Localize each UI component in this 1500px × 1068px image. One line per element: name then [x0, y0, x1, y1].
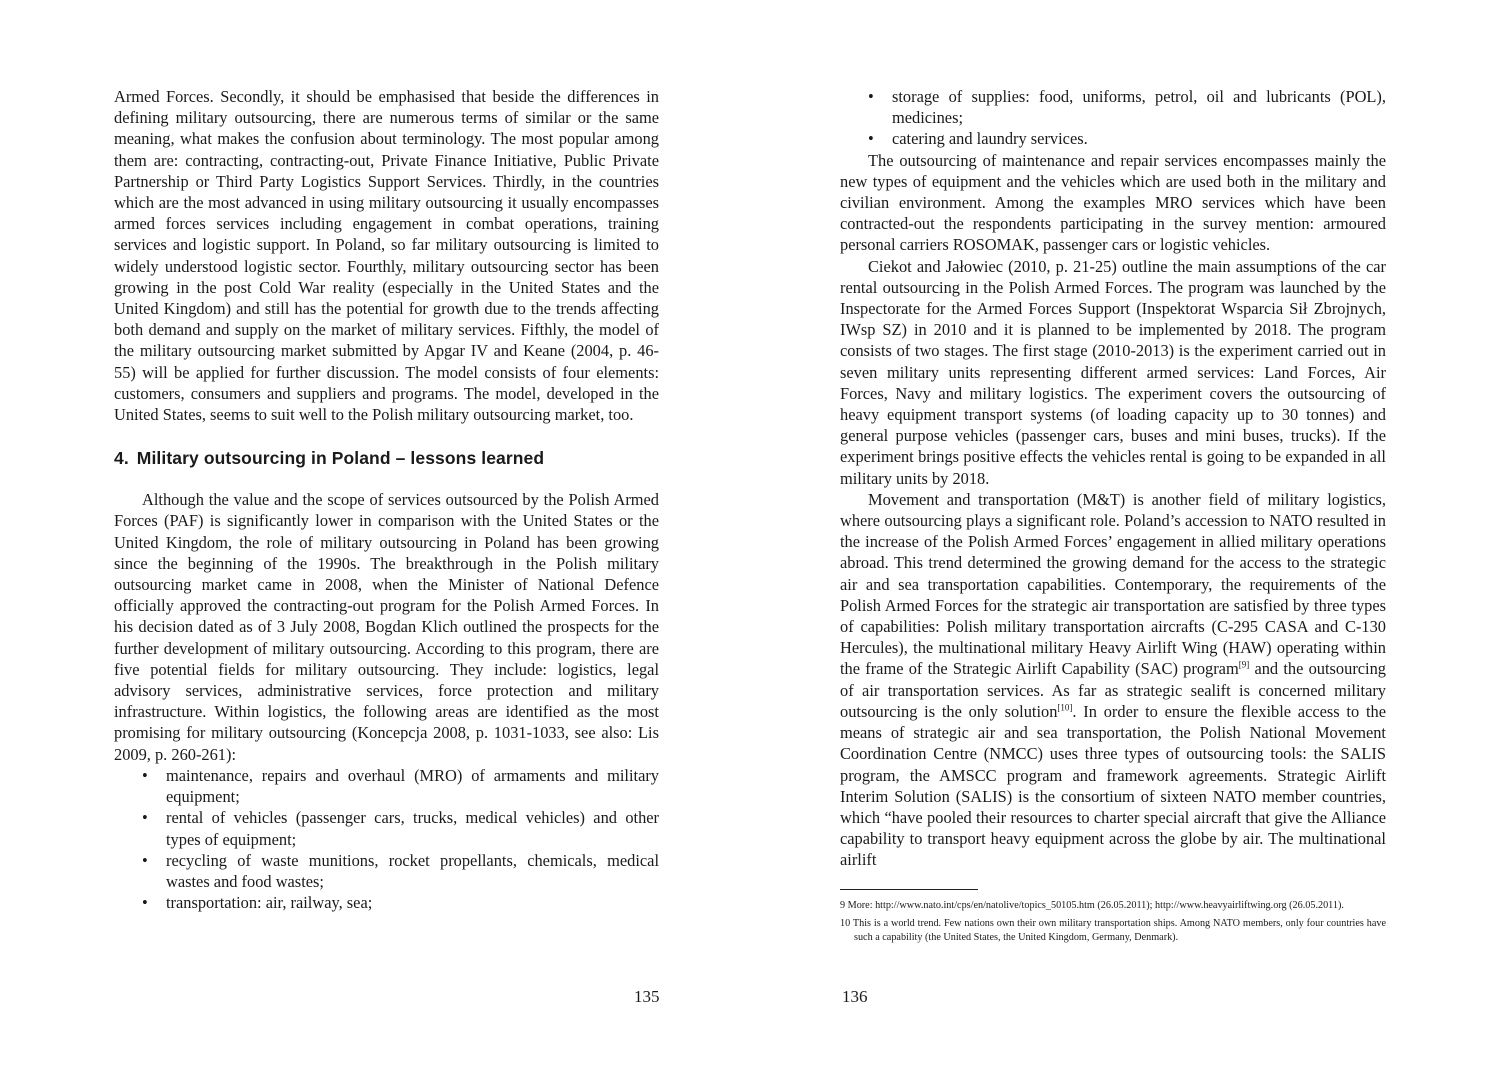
left-page-body — [114, 86, 659, 913]
list-item — [114, 850, 659, 892]
list-item-text: recycling of waste munitions, rocket propellants, chemicals, medical wastes and food wastes; — [166, 850, 659, 891]
list-item-text: catering and laundry services. — [892, 129, 1088, 149]
footnote-divider — [840, 889, 978, 890]
footnote-reference-10[interactable]: [10] — [1057, 702, 1073, 713]
list-item-text: storage of supplies: food, uniforms, petrol, oil and lubricants (POL), medicines; — [892, 87, 1386, 128]
bullet-icon: • — [142, 893, 148, 913]
right-paragraph-car-rental: Ciekot and Jałowiec (2010, p. 21-25) outline the main assumptions of the car rental outsourcing in the Polish Armed Forces. The program was launched by the Inspectorate for the Armed Forces Support (Inspektorat Wsparcia Sił Zbrojnych, IWsp SZ) in 2010 and it is planned to be implemented by 2018. The program consists of two stages. The first stage (2010-2013) is the experiment carried out in seven military units representing different armed services: Land Forces, Air Forces, Navy and military logistics. The experiment covers the outsourcing of heavy equipment transport systems (of loading capacity up to 30 tonnes) and general purpose vehicles (passenger cars, buses and mini buses, trucks). If the experiment brings positive effects the vehicles rental is going to be expanded in all military units by 2018. — [840, 256, 1386, 488]
list-item — [114, 765, 659, 807]
right-page — [750, 0, 1500, 1068]
movement-text-part-1: Movement and transportation (M&T) is another field of military logistics, where outsourcing plays a significant role. Poland’s accession to NATO resulted in the increase of the Polish Armed Forces’ engagement in allied military operations abroad. This trend determined the growing demand for the access to the strategic air and sea transportation capabilities. Contemporary, the requirements of the Polish Armed Forces for the strategic air transportation are satisfied by three types of capabilities: Polish military transportation aircrafts (C-295 CASA and C-130 Hercules), the multinational military Heavy Airlift Wing (HAW) operating within the frame of the Strategic Airlift Capability (SAC) program — [840, 489, 1386, 679]
list-item — [114, 807, 659, 849]
section-heading-text: Military outsourcing in Poland – lessons learned — [136, 448, 545, 469]
list-item — [840, 86, 1386, 128]
list-item-text: transportation: air, railway, sea; — [166, 893, 373, 913]
list-item — [840, 128, 1386, 149]
list-item — [114, 892, 659, 913]
bullet-icon: • — [142, 850, 148, 870]
footnotes — [840, 899, 1386, 949]
bullet-icon: • — [142, 808, 148, 828]
right-page-body — [840, 86, 1386, 871]
bullet-icon: • — [868, 87, 874, 106]
page-number-left: 135 — [634, 987, 660, 1006]
section-heading — [114, 447, 659, 469]
right-bullet-list — [840, 86, 1386, 150]
list-item-text: maintenance, repairs and overhaul (MRO) of armaments and military equipment; — [166, 765, 659, 807]
footnote-9: 9 More: http://www.nato.int/cps/en/natolive/topics_50105.htm (26.05.2011); http://www.heavyairliftwing.org (26.05.2011). — [840, 900, 1344, 911]
left-paragraph-intro: Although the value and the scope of services outsourced by the Polish Armed Forces (PAF) is significantly lower in comparison with the United States or the United Kingdom, the role of military outsourcing in Poland has been growing since the beginning of the 1990s. The breakthrough in the Polish military outsourcing market came in 2008, when the Minister of National Defence officially approved the contracting-out program for the Polish Armed Forces. In his decision dated as of 3 July 2008, Bogdan Klich outlined the prospects for the further development of military outsourcing. According to this program, there are five potential fields for military outsourcing. They include: logistics, legal advisory services, administrative services, force protection and military infrastructure. Within logistics, the following areas are identified as the most promising for military outsourcing (Koncepcja 2008, p. 1031-1033, see also: Lis 2009, p. 260-261): — [114, 490, 659, 764]
movement-text-part-3: . In order to ensure the flexible access to the means of strategic air and sea transportation, the Polish National Movement Coordination Centre (NMCC) uses three types of outsourcing tools: the SALIS program, the AMSCC program and framework agreements. Strategic Airlift Interim Solution (SALIS) is the consortium of sixteen NATO member countries, which “have pooled their resources to charter special aircraft that give the Alliance capability to transport heavy equipment across the globe by air. The multinational airlift — [840, 701, 1386, 870]
movement-text-part-2: and the outsourcing of air transportation services. As far as strategic sealift is concerned military outsourcing is the only solution — [840, 659, 1386, 721]
list-item-text: rental of vehicles (passenger cars, trucks, medical vehicles) and other types of equipment; — [166, 808, 659, 849]
bullet-icon: • — [868, 129, 874, 149]
section-heading-number: 4. — [114, 448, 129, 469]
bullet-icon: • — [142, 765, 148, 785]
left-bullet-list — [114, 765, 659, 913]
right-paragraph-mro: The outsourcing of maintenance and repair services encompasses mainly the new types of equipment and the vehicles which are used both in the military and civilian environment. Among the examples MRO services which have been contracted-out the respondents participating in the survey mention: armoured personal carriers ROSOMAK, passenger cars or logistic vehicles. — [840, 150, 1386, 255]
page-number-right: 136 — [842, 987, 868, 1006]
footnote-reference-9[interactable]: [9] — [1238, 660, 1250, 671]
footnote-10: 10 This is a world trend. Few nations own their own military transportation ships. Among NATO members, only four countries have such a capability (the United States, the United Kingdom, Germany, Denmark). — [840, 918, 1386, 943]
left-paragraph-continuation: Armed Forces. Secondly, it should be emphasised that beside the differences in defining military outsourcing, there are numerous terms of similar or the same meaning, what makes the confusion about terminology. The most popular among them are: contracting, contracting-out, Private Finance Initiative, Public Private Partnership or Third Party Logistics Support Services. Thirdly, in the countries which are the most advanced in using military outsourcing it usually encompasses armed forces services including engagement in combat operations, training services and logistic support. In Poland, so far military outsourcing is limited to widely understood logistic sector. Fourthly, military outsourcing sector has been growing in the post Cold War reality (especially in the United States and the United Kingdom) and still has the potential for growth due to the trends affecting both demand and supply on the market of military services. Fifthly, the model of the military outsourcing market submitted by Apgar IV and Keane (2004, p. 46-55) will be applied for further discussion. The model consists of four elements: customers, consumers and suppliers and programs. The model, developed in the United States, seems to suit well to the Polish military outsourcing market, too. — [114, 87, 659, 425]
right-paragraph-movement — [840, 489, 1386, 871]
